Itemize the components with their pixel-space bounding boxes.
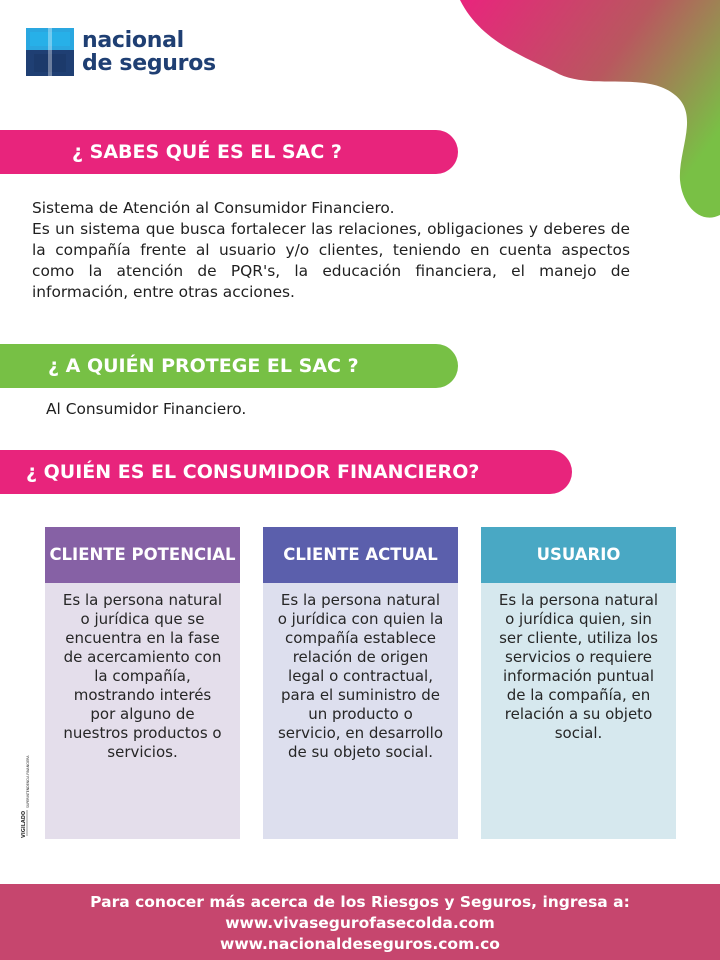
card-body: Es la persona natural o jurídica con quien la compañía establece relación de origen legal o contractual, para el suministro de un producto o servicio, en desarrollo de su objeto social. [263,583,458,839]
sac-title-banner [0,130,458,174]
logo-mark-icon [26,28,74,76]
sac-title: ¿ SABES QUÉ ES EL SAC ? [72,141,342,163]
logo-text-line1: nacional [82,28,184,53]
card-body: Es la persona natural o jurídica que se encuentra en la fase de acercamiento con la compañía, mostrando interés por alguno de nuestros productos o servicios. [45,583,240,839]
card-title: CLIENTE POTENCIAL [45,527,240,583]
company-logo [26,28,216,76]
sac-description [32,198,630,303]
svg-text:SUPERINTENDENCIA FINANCIERA: SUPERINTENDENCIA FINANCIERA [26,755,30,808]
footer-link-fasecolda[interactable]: www.vivasegurofasecolda.com [225,914,495,932]
consumidor-title-banner [0,450,572,494]
card-usuario [481,527,676,839]
svg-text:VIGILADO: VIGILADO [21,810,27,838]
footer [0,884,720,960]
logo-text-line2: de seguros [82,51,216,76]
card-title: USUARIO [481,527,676,583]
card-body: Es la persona natural o jurídica quien, sin ser cliente, utiliza los servicios o requiere información puntual de la compañía, en relación a su objeto social. [481,583,676,839]
vigilado-seal [14,728,30,840]
decorative-blob [460,0,720,230]
protege-title-banner [0,344,458,388]
card-title: CLIENTE ACTUAL [263,527,458,583]
consumidor-title: ¿ QUIÉN ES EL CONSUMIDOR FINANCIERO? [26,461,480,483]
card-cliente-actual [263,527,458,839]
footer-link-nacional[interactable]: www.nacionaldeseguros.com.co [220,935,500,953]
footer-text: Para conocer más acerca de los Riesgos y Seguros, ingresa a: [90,893,630,911]
sac-body: Es un sistema que busca fortalecer las relaciones, obligaciones y deberes de la compañía frente al usuario y/o clientes, teniendo en cuenta aspectos como la atención de PQR's, la educación financiera, el manejo de información, entre otras acciones. [32,220,630,301]
card-cliente-potencial [45,527,240,839]
protege-title: ¿ A QUIÉN PROTEGE EL SAC ? [48,355,359,377]
protege-body: Al Consumidor Financiero. [46,400,247,418]
sac-first-line: Sistema de Atención al Consumidor Financiero. [32,199,395,217]
